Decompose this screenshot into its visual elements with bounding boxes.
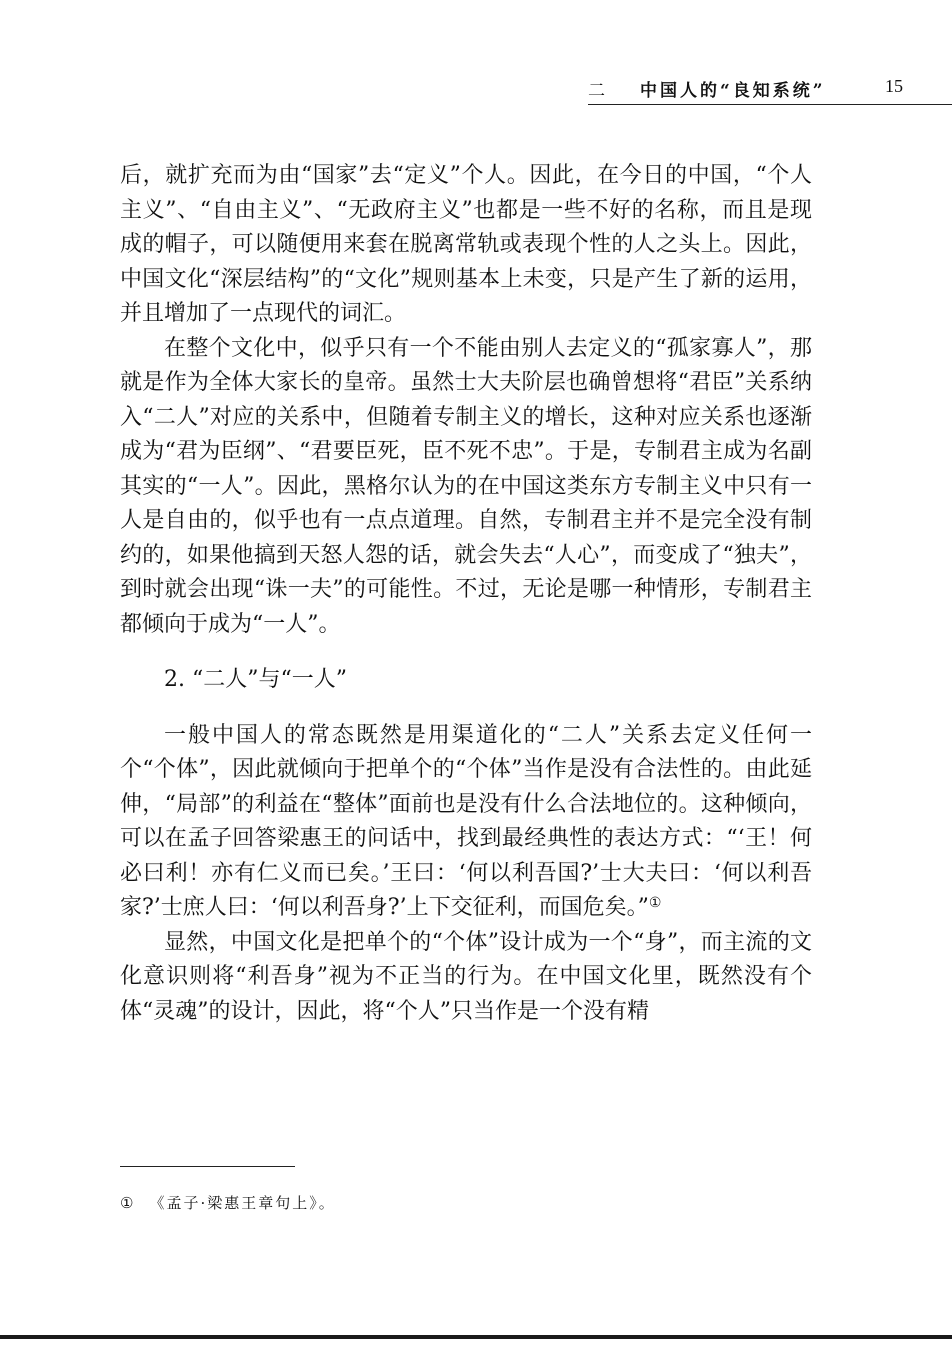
header-rule	[588, 104, 952, 105]
footnote	[120, 1192, 720, 1213]
page-number: 15	[885, 76, 903, 96]
footnote-mark: ①	[120, 1194, 136, 1212]
header-chapter-title: 中国人的“良知系统”	[640, 81, 826, 101]
running-header	[588, 76, 928, 104]
paragraph-text: 一般中国人的常态既然是用渠道化的“二人”关系去定义任何一个“个体”，因此就倾向于把单个的“个体”当作是没有合法性的。由此延伸，“局部”的利益在“整体”面前也是没有什么合法地位的。这种倾向，可以在孟子回答梁惠王的问话中，找到最经典性的表达方式：“‘王！何必曰利！亦有仁义而已矣。’王曰：‘何以利吾国?’士大夫曰：‘何以利吾家?’士庶人曰：‘何以利吾身?’上下交征利，而国危矣。”	[120, 722, 812, 920]
paragraph-continued: 后，就扩充而为由“国家”去“定义”个人。因此，在今日的中国，“个人主义”、“自由主义”、“无政府主义”也都是一些不好的名称，而且是现成的帽子，可以随便用来套在脱离常轨或表现个性的人之头上。因此，中国文化“深层结构”的“文化”规则基本上未变，只是产生了新的运用，并且增加了一点现代的词汇。	[120, 163, 812, 326]
footnote-reference: ①	[648, 895, 662, 911]
page-body	[120, 159, 812, 1029]
paragraph: 在整个文化中，似乎只有一个不能由别人去定义的“孤家寡人”，那就是作为全体大家长的皇帝。虽然士大夫阶层也确曾想将“君臣”关系纳入“二人”对应的关系中，但随着专制主义的增长，这种对应关系也逐渐成为“君为臣纲”、“君要臣死，臣不死不忠”。于是，专制君主成为名副其实的“一人”。因此，黑格尔认为的在中国这类东方专制主义中只有一人是自由的，似乎也有一点点道理。自然，专制君主并不是完全没有制约的，如果他搞到天怒人怨的话，就会失去“人心”，而变成了“独夫”，到时就会出现“诛一夫”的可能性。不过，无论是哪一种情形，专制君主都倾向于成为“一人”。	[120, 335, 812, 637]
section-subheading: 2. “二人”与“一人”	[164, 667, 347, 692]
paragraph-with-footnote	[120, 719, 812, 926]
scan-edge-line	[0, 1335, 952, 1339]
footnote-text: 《孟子·梁惠王章句上》。	[149, 1194, 336, 1212]
footnote-rule	[120, 1166, 295, 1167]
header-section-number: 二	[588, 81, 608, 101]
paragraph: 显然，中国文化是把单个的“个体”设计成为一个“身”，而主流的文化意识则将“利吾身”视为不正当的行为。在中国文化里，既然没有个体“灵魂”的设计，因此，将“个人”只当作是一个没有精	[120, 929, 812, 1024]
